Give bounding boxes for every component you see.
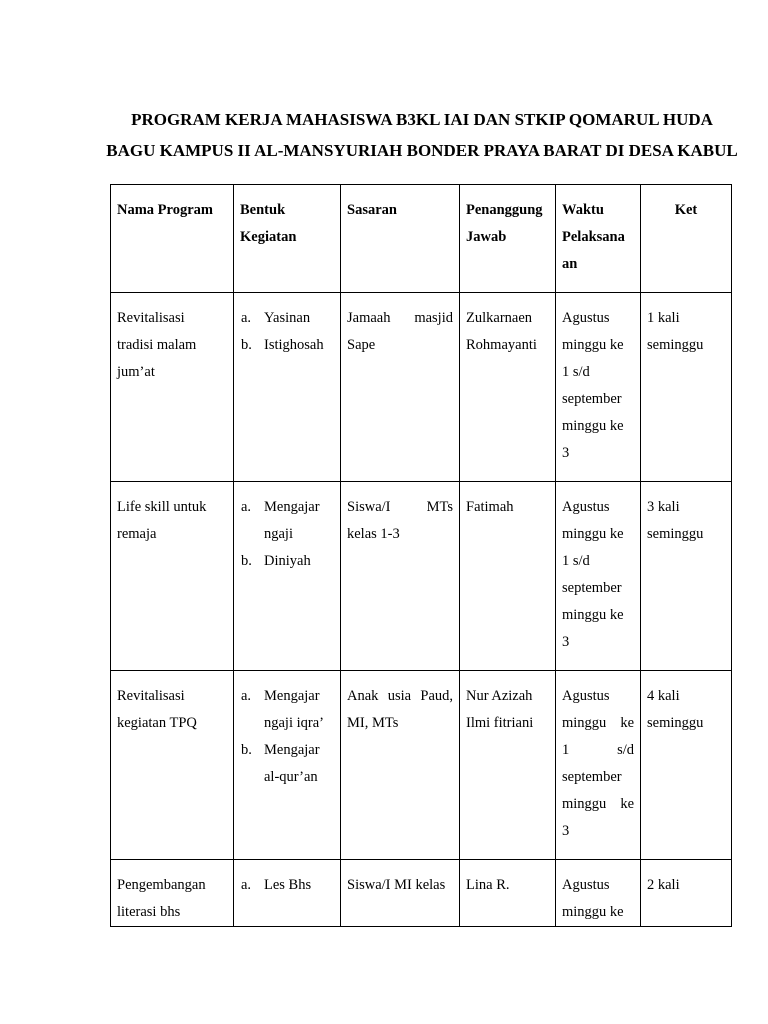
cell-ket: 1 kali seminggu [641, 293, 732, 482]
cell-nama-program: Life skill untuk remaja [111, 482, 234, 671]
header-sasaran: Sasaran [341, 185, 460, 293]
cell-bentuk-kegiatan [234, 482, 341, 671]
cell-waktu: Agustus minggu ke 1 s/d september minggu ke 3 [556, 293, 641, 482]
cell-nama-program: Pengembangan literasi bhs [111, 860, 234, 927]
document-title-line-1: PROGRAM KERJA MAHASISWA B3KL IAI DAN STKIP QOMARUL HUDA [131, 110, 713, 129]
header-waktu-pelaksanaan: Waktu Pelaksana an [556, 185, 641, 293]
cell-nama-program: Revitalisasi kegiatan TPQ [111, 671, 234, 860]
header-nama-program: Nama Program [111, 185, 234, 293]
list-item: a. Yasinan [241, 310, 311, 326]
table-row [111, 293, 732, 482]
table-row [111, 482, 732, 671]
header-penanggung-jawab: Penanggung Jawab [460, 185, 556, 293]
table-header-row [111, 185, 732, 293]
cell-bentuk-kegiatan [234, 860, 341, 927]
cell-bentuk-kegiatan [234, 293, 341, 482]
cell-sasaran: Jamaah masjid Sape [341, 293, 460, 482]
document-title-line-2: BAGU KAMPUS II AL-MANSYURIAH BONDER PRAYA BARAT DI DESA KABUL [106, 141, 738, 160]
cell-waktu: Agustus minggu ke 1 s/d september minggu ke 3 [556, 671, 641, 860]
cell-penanggung-jawab: Fatimah [460, 482, 556, 671]
cell-waktu: Agustus minggu ke 1 s/d september minggu ke 3 [556, 482, 641, 671]
cell-sasaran: Siswa/I MTs kelas 1-3 [341, 482, 460, 671]
cell-waktu: Agustus minggu ke [556, 860, 641, 927]
cell-sasaran: Anak usia Paud, MI, MTs [341, 671, 460, 860]
work-program-table [110, 184, 732, 927]
cell-ket: 2 kali [641, 860, 732, 927]
list-item: b. Mengajar al-qur’an [241, 742, 320, 785]
cell-penanggung-jawab: Nur Azizah Ilmi fitriani [460, 671, 556, 860]
list-item: a. Mengajar ngaji [241, 499, 320, 542]
header-bentuk-kegiatan: Bentuk Kegiatan [234, 185, 341, 293]
cell-nama-program: Revitalisasi tradisi malam jum’at [111, 293, 234, 482]
list-item: a. Mengajar ngaji iqra’ [241, 688, 324, 731]
cell-sasaran: Siswa/I MI kelas [341, 860, 460, 927]
list-item: a. Les Bhs [241, 877, 312, 893]
cell-ket: 4 kali seminggu [641, 671, 732, 860]
cell-bentuk-kegiatan [234, 671, 341, 860]
list-item: b. Istighosah [241, 337, 324, 353]
list-item: b. Diniyah [241, 553, 311, 569]
header-ket: Ket [641, 185, 732, 293]
cell-penanggung-jawab: Lina R. [460, 860, 556, 927]
cell-penanggung-jawab: Zulkarnaen Rohmayanti [460, 293, 556, 482]
table-row [111, 860, 732, 927]
cell-ket: 3 kali seminggu [641, 482, 732, 671]
table-row [111, 671, 732, 860]
